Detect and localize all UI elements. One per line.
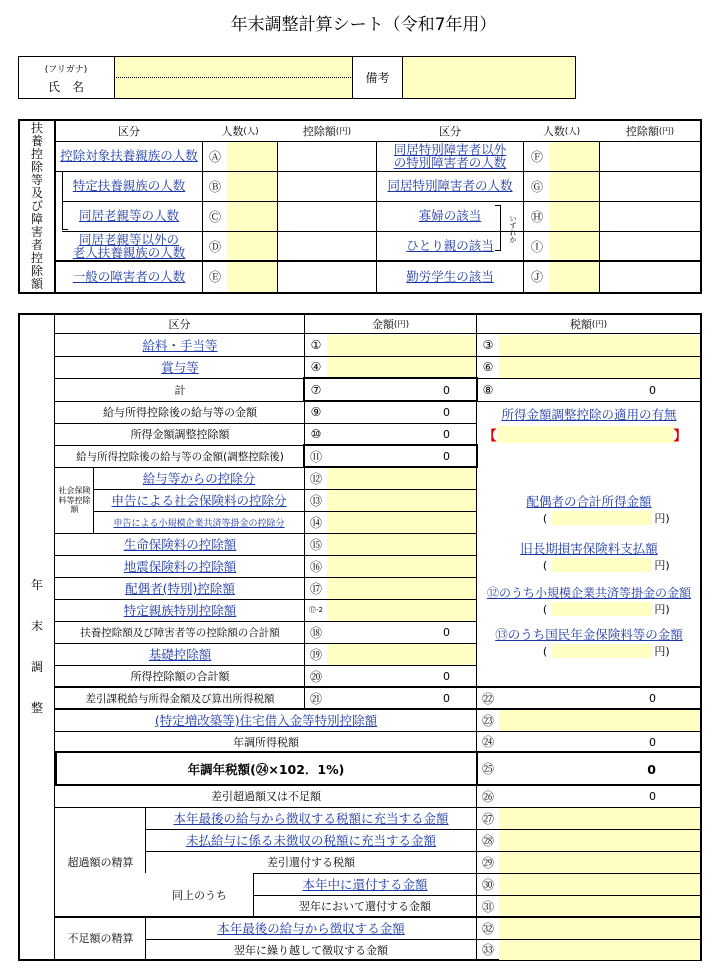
- info-spouse-input[interactable]: [552, 511, 652, 525]
- dep-right-label-line2: の特別障害者の人数: [393, 155, 507, 170]
- dep-left-label-0[interactable]: 控除対象扶養親族の人数: [60, 148, 198, 164]
- main-row-label-25: 翌年において還付する金額: [299, 900, 431, 913]
- dep-header-count-left: 人数 (人): [221, 125, 259, 138]
- dep-left-count-input-0[interactable]: [227, 142, 277, 171]
- dep-right-label-line1: 同居特別障害者以外: [393, 141, 507, 157]
- dep-left-amount-1: [278, 171, 376, 201]
- main-row-tax-2: 0: [649, 383, 656, 397]
- main-row-mark-9: ⑮: [309, 537, 322, 552]
- name-input[interactable]: [114, 78, 353, 98]
- dep-left-label-2[interactable]: 同居老親等の人数: [78, 208, 179, 224]
- main-row-amount-14[interactable]: [327, 644, 476, 665]
- main-row-label-3: 給与所得控除後の給与等の金額: [103, 406, 257, 419]
- page-title: 年末調整計算シート（令和7年用）: [230, 15, 497, 35]
- dep-left-mark-3: Ⓓ: [208, 239, 221, 254]
- main-row-mark2-23: ㉙: [481, 855, 494, 870]
- info-small_biz-yen: 円): [654, 603, 670, 616]
- furigana-input[interactable]: [114, 57, 353, 78]
- info-small_biz-paren: (: [542, 602, 548, 616]
- dep-header-amount-right: 控除額 (円): [625, 125, 675, 138]
- main-row-mark2-25: ㉛: [481, 899, 494, 914]
- dep-right-count-input-3[interactable]: [550, 232, 599, 261]
- main-row-tax-20: 0: [649, 790, 656, 803]
- main-row-label-16: 差引課税給与所得金額及び算出所得税額: [85, 692, 275, 705]
- remarks-input[interactable]: [403, 57, 575, 98]
- dep-right-count-input-4[interactable]: [550, 262, 599, 292]
- dep-right-mark-3: Ⓘ: [530, 239, 543, 254]
- main-row-label-12[interactable]: 特定親族特別控除額: [123, 603, 237, 618]
- main-row-amount-5: 0: [443, 450, 450, 463]
- main-row-label-8[interactable]: 申告による小規模企業共済等掛金の控除分: [113, 518, 285, 529]
- info-pension-input[interactable]: [552, 644, 652, 658]
- main-row-amount-7[interactable]: [327, 490, 476, 511]
- info-small_biz-link[interactable]: ⑫のうち小規模企業共済等掛金の金額: [486, 585, 691, 600]
- main-row-amount-6[interactable]: [327, 468, 476, 489]
- main-row-amount-4: 0: [443, 428, 450, 441]
- adjusted-box: [303, 444, 478, 468]
- main-row-amount-8[interactable]: [327, 512, 476, 533]
- main-row-mark2-2: ⑧: [482, 382, 494, 397]
- info-small_biz-input[interactable]: [552, 602, 652, 616]
- total-box: [303, 377, 478, 402]
- dep-left-mark-1: Ⓑ: [208, 179, 221, 194]
- main-row-tax-18: 0: [649, 735, 656, 749]
- main-row-tax-23[interactable]: [499, 852, 700, 873]
- info-old_ins-yen: 円): [654, 559, 670, 572]
- main-row-mark2-17: ㉓: [481, 713, 494, 728]
- main-row-label-13: 扶養控除額及び障害者等の控除額の合計額: [80, 626, 280, 639]
- main-row-label-24[interactable]: 本年中に還付する金額: [302, 877, 428, 892]
- main-row-tax-16: 0: [649, 692, 656, 705]
- main-row-label-2: 計: [174, 383, 186, 397]
- main-row-label-9[interactable]: 生命保険料の控除額: [123, 537, 237, 552]
- info-spouse-yen: 円): [654, 512, 670, 525]
- dep-left-count-input-1[interactable]: [227, 172, 277, 201]
- main-row-label-22[interactable]: 未払給与に係る未徴収の税額に充当する金額: [185, 833, 436, 848]
- dep-left-label-4[interactable]: 一般の障害者の人数: [72, 268, 186, 284]
- main-row-mark-4: ⑩: [310, 427, 322, 441]
- info-pension-paren: (: [542, 644, 548, 658]
- main-row-label-1[interactable]: 賞与等: [161, 360, 199, 375]
- dep-right-amount-2: [600, 201, 700, 231]
- main-row-mark-11: ⑰: [309, 581, 322, 596]
- main-row-mark2-27: ㉝: [481, 943, 494, 957]
- annual-tax-box-right: [476, 751, 700, 786]
- main-row-label-27: 翌年に繰り越して徴収する金額: [234, 943, 388, 957]
- dep-left-amount-0: [278, 141, 376, 171]
- dep-right-label-3[interactable]: ひとり親の該当: [406, 238, 494, 254]
- main-row-tax-1[interactable]: [499, 357, 700, 378]
- adjustment-title-link[interactable]: 所得金額調整控除の適用の有無: [501, 407, 677, 422]
- main-header-amount: 金額 (円): [371, 318, 410, 331]
- main-row-amount-9[interactable]: [327, 534, 476, 555]
- dep-left-label-line2: 老人扶養親族の人数: [72, 245, 186, 260]
- main-row-label-6[interactable]: 給与等からの控除分: [142, 471, 256, 486]
- main-row-label-15: 所得控除額の合計額: [130, 670, 230, 683]
- dep-left-label-line1: 同居老親等以外の: [78, 231, 179, 247]
- info-old_ins-paren: (: [542, 558, 548, 572]
- info-old_ins-input[interactable]: [552, 558, 652, 572]
- shakai-group-label: 社会保険料等控除額: [58, 486, 91, 515]
- main-row-mark-2: ⑦: [310, 382, 322, 397]
- main-row-mark-5: ⑪: [309, 449, 322, 464]
- dependents-side-label: 扶 養 控 除 等 及 び 障 害 者 控 除 額: [30, 121, 43, 291]
- main-row-label-19: 年調年税額(㉔×102．1%): [187, 761, 345, 777]
- main-row-mark-13: ⑱: [309, 625, 322, 640]
- dep-left-amount-2: [278, 201, 376, 231]
- dep-right-count-input-1[interactable]: [550, 172, 599, 201]
- bracket-right: 】: [673, 429, 687, 444]
- main-row-mark-16: ㉑: [309, 691, 322, 706]
- main-row-tax-26[interactable]: [499, 918, 700, 939]
- main-row-amount-2: 0: [443, 383, 450, 397]
- main-row-mark-14: ⑲: [309, 647, 322, 662]
- furigana-label: (フリガナ): [44, 64, 88, 75]
- main-row-amount-15: 0: [443, 670, 450, 683]
- dep-right-count-input-2[interactable]: [550, 202, 599, 231]
- dep-left-count-input-2[interactable]: [227, 202, 277, 231]
- info-pension-link[interactable]: ⑬のうち国民年金保険料等の金額: [495, 627, 683, 642]
- name-label: 氏 名: [47, 79, 84, 94]
- main-row-label-20: 差引超過額又は不足額: [211, 790, 321, 803]
- main-row-mark-10: ⑯: [309, 559, 322, 574]
- dep-right-amount-4: [600, 261, 700, 292]
- main-header-kubun: 区分: [168, 318, 191, 331]
- dep-right-mark-0: Ⓕ: [530, 149, 543, 164]
- dep-right-label-0[interactable]: [377, 141, 523, 171]
- main-row-label-21[interactable]: 本年最後の給与から徴収する税額に充当する金額: [173, 811, 449, 826]
- main-row-tax-22[interactable]: [499, 830, 700, 851]
- nest-bracket: [62, 172, 68, 230]
- dep-left-mark-0: Ⓐ: [208, 149, 221, 164]
- adjustment-input[interactable]: [497, 426, 673, 443]
- short-group-label: 不足額の精算: [67, 932, 134, 945]
- dep-right-label-4[interactable]: 勤労学生の該当: [406, 268, 494, 284]
- dep-left-amount-4: [278, 261, 376, 292]
- main-row-label-5: 給与所得控除後の給与等の金額(調整控除後): [76, 450, 284, 463]
- dep-right-amount-1: [600, 171, 700, 201]
- main-row-label-11[interactable]: 配偶者(特別)控除額: [125, 581, 235, 596]
- main-row-amount-13: 0: [443, 626, 450, 639]
- main-row-tax-25[interactable]: [499, 896, 700, 917]
- main-row-tax-19: 0: [647, 761, 656, 777]
- main-row-amount-0[interactable]: [327, 335, 476, 356]
- dep-header-kubun-left: 区分: [118, 125, 140, 138]
- main-header-tax: 税額 (円): [569, 318, 608, 331]
- main-row-label-26[interactable]: 本年最後の給与から徴収する金額: [217, 921, 405, 936]
- main-row-amount-16: 0: [443, 692, 450, 705]
- dep-right-mark-4: Ⓙ: [530, 270, 543, 284]
- main-row-mark2-16: ㉒: [481, 691, 494, 706]
- dep-header-amount-left: 控除額 (円): [302, 125, 352, 138]
- excess-group-label: 超過額の精算: [67, 856, 134, 869]
- main-row-label-18: 年調所得税額: [233, 735, 299, 749]
- main-row-mark-0: ①: [310, 338, 322, 352]
- main-row-mark2-26: ㉜: [481, 921, 494, 936]
- dep-left-label-3[interactable]: [56, 231, 202, 261]
- info-spouse-paren: (: [542, 511, 548, 525]
- main-row-tax-21[interactable]: [499, 808, 700, 829]
- same-group-label: 同上のうち: [172, 889, 227, 902]
- dep-right-amount-0: [600, 141, 700, 171]
- main-row-mark2-1: ⑥: [482, 360, 494, 374]
- main-side-label: 年 末 調 整: [30, 578, 43, 715]
- main-row-amount-3: 0: [443, 406, 450, 419]
- remarks-label: 備考: [353, 57, 403, 98]
- main-row-tax-0[interactable]: [499, 335, 700, 356]
- main-row-mark-12: ⑰-2: [309, 606, 323, 614]
- main-row-mark-1: ④: [310, 360, 322, 374]
- main-row-amount-1[interactable]: [327, 357, 476, 378]
- main-row-amount-12[interactable]: [327, 600, 476, 621]
- either-bracket: [495, 205, 501, 251]
- dep-right-amount-3: [600, 231, 700, 261]
- dep-right-mark-2: Ⓗ: [530, 209, 543, 224]
- dep-right-label-1[interactable]: 同居特別障害者の人数: [387, 178, 513, 194]
- main-row-label-10[interactable]: 地震保険料の控除額: [123, 559, 237, 574]
- main-row-label-23: 差引還付する税額: [267, 856, 355, 869]
- main-row-mark2-21: ㉗: [481, 811, 494, 826]
- dep-left-label-1[interactable]: 特定扶養親族の人数: [72, 178, 186, 194]
- dep-left-mark-2: Ⓒ: [208, 209, 221, 224]
- main-row-label-14[interactable]: 基礎控除額: [148, 647, 212, 662]
- main-row-mark-6: ⑫: [309, 471, 322, 486]
- main-row-mark-8: ⑭: [309, 515, 322, 530]
- dep-right-mark-1: Ⓖ: [530, 179, 543, 194]
- main-row-label-17[interactable]: (特定増改築等)住宅借入金等特別控除額: [154, 713, 378, 728]
- main-row-mark-7: ⑬: [309, 493, 322, 508]
- main-row-label-0[interactable]: 給料・手当等: [142, 338, 218, 353]
- dep-header-count-right: 人数 (人): [542, 125, 581, 138]
- bracket-left: 【: [483, 429, 497, 444]
- dep-left-count-input-4[interactable]: [227, 262, 277, 292]
- either-label: いずれか: [509, 215, 517, 243]
- main-row-mark2-19: ㉕: [481, 762, 494, 776]
- main-row-amount-11[interactable]: [327, 578, 476, 599]
- main-row-tax-27[interactable]: [499, 940, 700, 960]
- main-row-mark-15: ⑳: [309, 669, 322, 684]
- dep-left-count-input-3[interactable]: [227, 232, 277, 261]
- main-row-tax-24[interactable]: [499, 874, 700, 895]
- main-row-mark-3: ⑨: [310, 405, 322, 419]
- main-row-amount-10[interactable]: [327, 556, 476, 577]
- info-pension-yen: 円): [654, 645, 670, 658]
- main-row-label-7[interactable]: 申告による社会保険料の控除分: [111, 493, 287, 508]
- info-old_ins-link[interactable]: 旧長期損害保険料支払額: [520, 541, 658, 556]
- main-row-mark2-20: ㉖: [481, 789, 494, 804]
- annual-tax-box: [55, 751, 478, 786]
- dep-left-amount-3: [278, 231, 376, 261]
- main-row-mark2-24: ㉚: [481, 877, 494, 892]
- main-row-label-4: 所得金額調整控除額: [130, 428, 230, 441]
- dep-right-count-input-0[interactable]: [550, 142, 599, 171]
- main-row-mark2-18: ㉔: [481, 735, 494, 749]
- dep-right-label-2[interactable]: 寡婦の該当: [418, 208, 482, 224]
- info-spouse-link[interactable]: 配偶者の合計所得金額: [526, 494, 652, 509]
- main-row-mark2-22: ㉘: [481, 833, 494, 848]
- main-row-mark2-0: ③: [482, 338, 494, 352]
- main-row-tax-17[interactable]: [499, 710, 700, 731]
- dep-left-mark-4: Ⓔ: [208, 270, 221, 284]
- dep-header-kubun-right: 区分: [439, 125, 461, 138]
